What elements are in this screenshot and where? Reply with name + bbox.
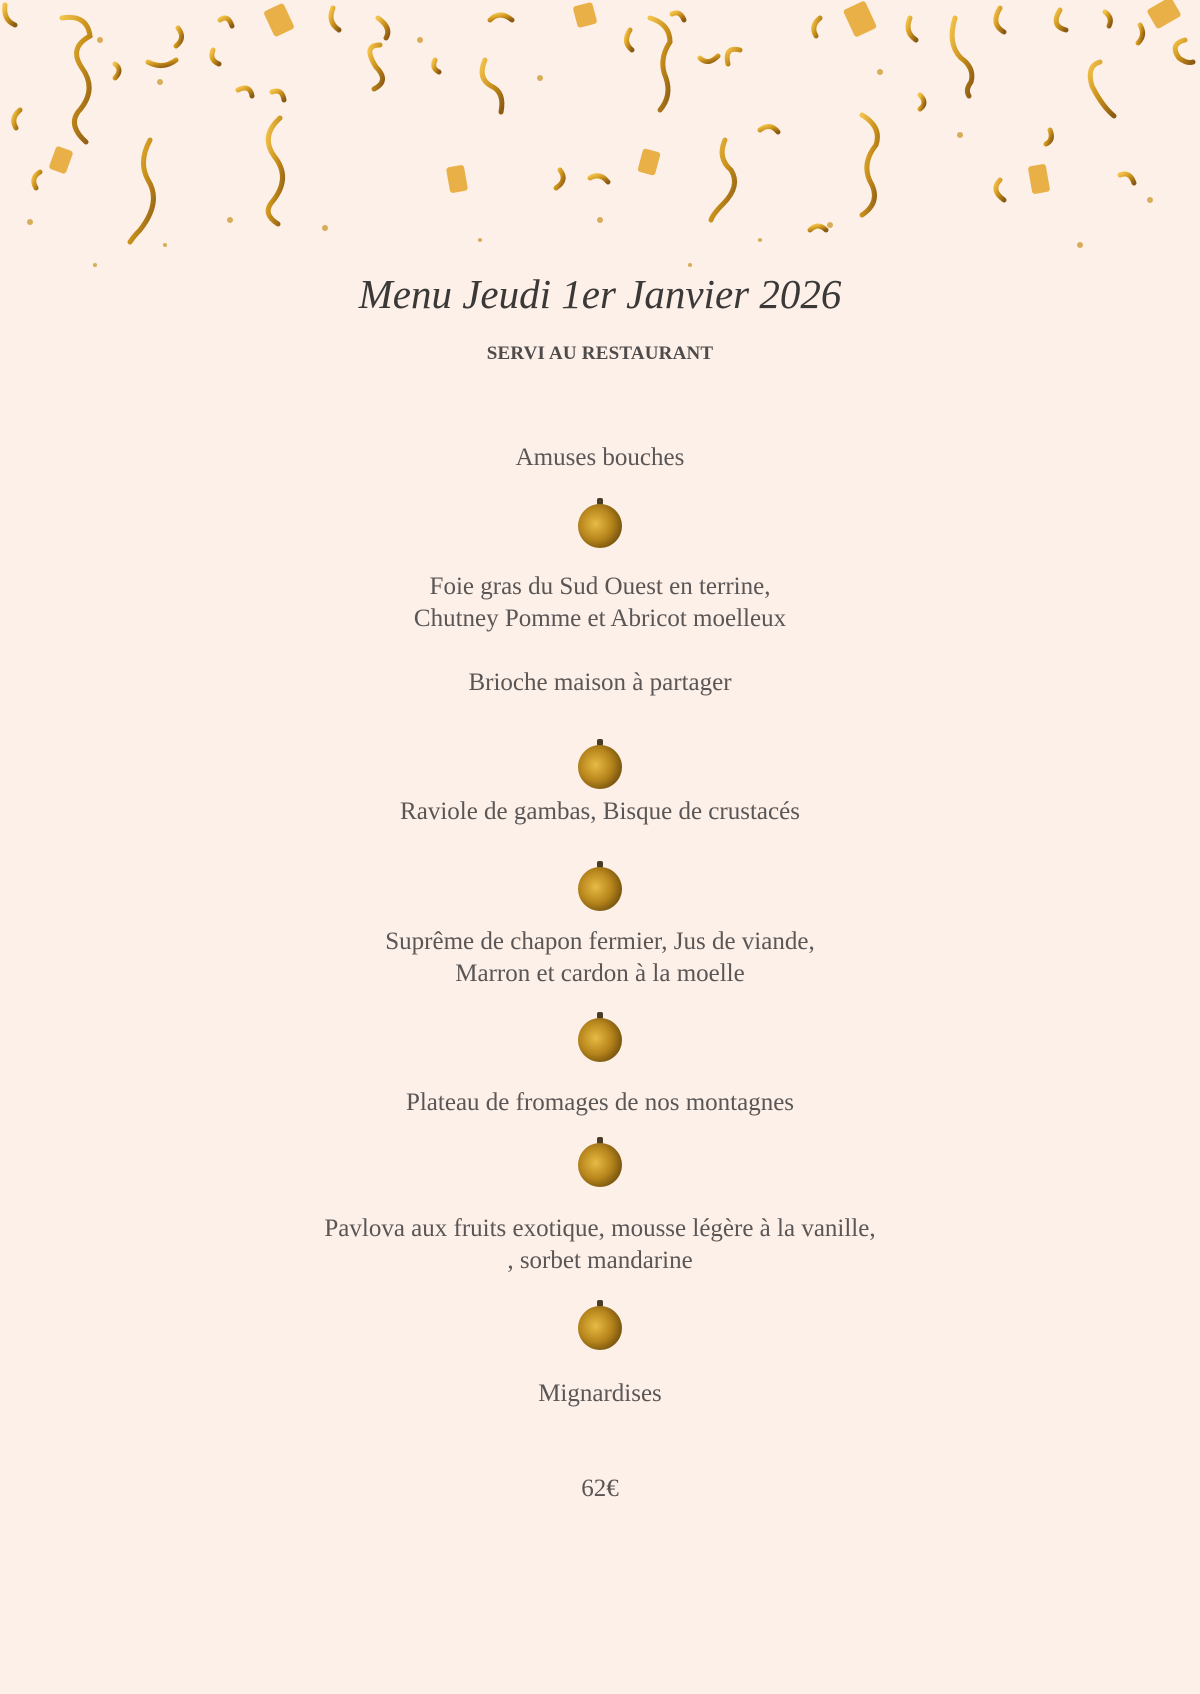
gold-ornament-bauble-icon xyxy=(576,737,624,791)
gold-ornament-bauble-icon xyxy=(576,859,624,913)
menu-item-chapon-line2: Marron et cardon à la moelle xyxy=(455,960,745,987)
gold-ornament-bauble-icon xyxy=(576,496,624,550)
menu-item-mignardises: Mignardises xyxy=(538,1380,662,1407)
menu-item-chapon-line1: Suprême de chapon fermier, Jus de viande, xyxy=(385,928,815,955)
page-title: Menu Jeudi 1er Janvier 2026 xyxy=(358,271,842,317)
gold-confetti-decoration xyxy=(0,0,1200,290)
gold-ornament-bauble-icon xyxy=(576,1010,624,1064)
menu-price: 62€ xyxy=(581,1475,619,1502)
gold-ornament-bauble-icon xyxy=(576,1298,624,1352)
gold-ornament-bauble-icon xyxy=(576,1135,624,1189)
menu-item-fromages: Plateau de fromages de nos montagnes xyxy=(405,1089,795,1116)
service-subtitle: SERVI AU RESTAURANT xyxy=(486,343,714,364)
menu-item-foie-gras-line2: Chutney Pomme et Abricot moelleux xyxy=(413,605,787,632)
menu-item-amuses-bouches: Amuses bouches xyxy=(515,444,685,471)
menu-item-brioche: Brioche maison à partager xyxy=(468,669,732,696)
menu-item-raviole: Raviole de gambas, Bisque de crustacés xyxy=(400,798,800,825)
menu-item-pavlova-line1: Pavlova aux fruits exotique, mousse légère à la vanille, xyxy=(324,1215,876,1242)
menu-item-foie-gras-line1: Foie gras du Sud Ouest en terrine, xyxy=(429,573,771,600)
menu-item-pavlova-line2: , sorbet mandarine xyxy=(507,1247,693,1274)
